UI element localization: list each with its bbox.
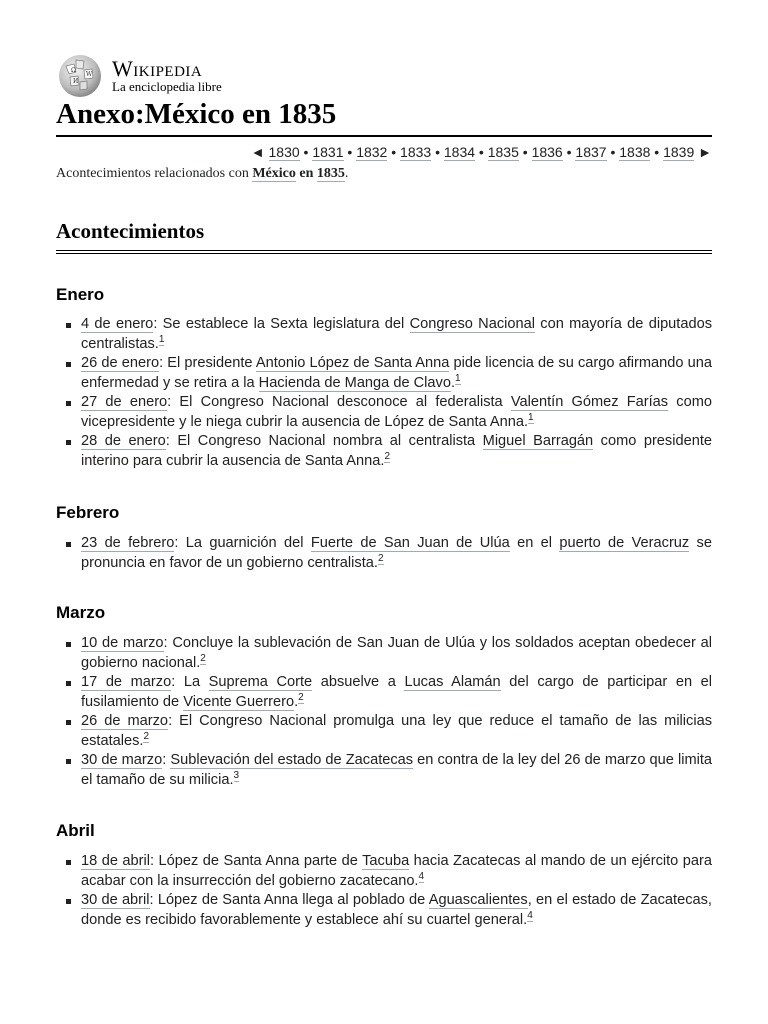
event-link[interactable]: Miguel Barragán xyxy=(482,433,594,449)
event-text: en contra de la ley del 26 de marzo que limita el tamaño de su milicia. xyxy=(81,752,713,788)
event-list-item xyxy=(56,852,712,891)
event-text: se pronuncia en favor de un gobierno centralista. xyxy=(81,535,712,571)
year-1835-link[interactable]: 1835 xyxy=(316,166,345,181)
year-link[interactable]: 1834 xyxy=(443,144,476,160)
month-list xyxy=(56,315,712,471)
event-list-item xyxy=(56,534,712,573)
event-list-item xyxy=(56,354,712,393)
mexico-link[interactable]: México xyxy=(252,166,296,181)
event-link[interactable]: Valentín Gómez Farías xyxy=(510,394,669,410)
year-separator: • xyxy=(431,144,444,160)
month-list xyxy=(56,634,712,790)
event-list-item xyxy=(56,393,712,432)
event-link[interactable]: 26 de marzo xyxy=(81,713,169,729)
event-text: absuelve a xyxy=(312,674,405,690)
event-text: : La guarnición del xyxy=(174,535,311,551)
year-navigation xyxy=(251,144,712,160)
site-tagline: La enciclopedia libre xyxy=(112,79,222,94)
reference-link[interactable]: 1 xyxy=(528,411,534,423)
event-text: : xyxy=(162,752,171,768)
event-link[interactable]: Fuerte de San Juan de Ulúa xyxy=(310,535,510,551)
event-link[interactable]: Congreso Nacional xyxy=(409,316,535,332)
month-heading-enero: Enero xyxy=(56,285,105,304)
event-text: : La xyxy=(171,674,209,690)
month-heading-abril: Abril xyxy=(56,821,95,840)
intro-after: . xyxy=(344,166,349,181)
year-links xyxy=(269,144,699,161)
year-link[interactable]: 1838 xyxy=(619,144,651,160)
event-link[interactable]: Tacuba xyxy=(362,853,410,869)
svg-text:Ω: Ω xyxy=(71,67,76,74)
event-text: : Se establece la Sexta legislatura del xyxy=(153,316,410,332)
event-text: con mayoría de diputados centralistas. xyxy=(81,316,712,352)
reference-link[interactable]: 2 xyxy=(384,450,390,462)
event-link[interactable]: 28 de enero xyxy=(81,433,166,449)
year-link[interactable]: 1839 xyxy=(663,144,695,160)
event-text: del cargo de participar en el fusilamiento de xyxy=(81,674,713,710)
intro-before: Acontecimientos relacionados con xyxy=(56,166,253,181)
event-link[interactable]: 10 de marzo xyxy=(81,635,164,651)
year-separator: • xyxy=(562,144,576,160)
intro-mid: en xyxy=(295,166,317,181)
event-link[interactable]: 23 de febrero xyxy=(81,535,175,551)
event-text: : El Congreso Nacional desconoce al federalista xyxy=(167,394,511,410)
prev-arrow-icon[interactable]: ◄ xyxy=(250,144,265,160)
reference-link[interactable]: 2 xyxy=(377,552,384,564)
reference-link[interactable]: 1 xyxy=(158,333,165,345)
year-separator: • xyxy=(299,144,313,160)
event-text: como vicepresidente y le niega cubrir la ausencia de López de Santa Anna. xyxy=(81,394,712,430)
reference-link[interactable]: 4 xyxy=(418,870,425,882)
event-list-item xyxy=(56,634,712,673)
event-text: , en el estado de Zacatecas, donde es recibido favorablemente y establece ahí su cuartel general. xyxy=(81,892,712,928)
reference-link[interactable]: 3 xyxy=(233,769,240,781)
event-text: pide licencia de su cargo afirmando una enfermedad y se retira a la xyxy=(81,355,712,391)
event-link[interactable]: 30 de marzo xyxy=(81,752,163,768)
site-wordmark[interactable]: Wikipedia xyxy=(112,56,203,81)
event-link[interactable]: 18 de abril xyxy=(81,853,151,869)
month-heading-marzo: Marzo xyxy=(56,603,106,622)
year-separator: • xyxy=(475,144,488,160)
event-link[interactable]: Antonio López de Santa Anna xyxy=(255,355,450,371)
event-text: en el xyxy=(509,535,560,551)
year-link[interactable]: 1831 xyxy=(312,144,344,160)
month-list xyxy=(56,852,712,930)
wikipedia-globe-logo[interactable] xyxy=(56,52,104,100)
event-list-item xyxy=(56,432,712,471)
month-heading-febrero: Febrero xyxy=(56,503,120,522)
event-text: : López de Santa Anna llega al poblado de xyxy=(149,892,429,908)
event-list-item xyxy=(56,751,712,790)
event-link[interactable]: Vicente Guerrero xyxy=(183,693,295,710)
event-link[interactable]: 30 de abril xyxy=(81,892,150,908)
year-link[interactable]: 1832 xyxy=(356,144,388,160)
event-text: . xyxy=(294,693,299,710)
event-link[interactable]: Sublevación del estado de Zacatecas xyxy=(170,752,414,768)
event-link[interactable]: puerto de Veracruz xyxy=(559,535,690,551)
event-text: : El Congreso Nacional promulga una ley que reduce el tamaño de las milicias estatales. xyxy=(81,713,712,749)
event-text: como presidente interino para cubrir la ausencia de Santa Anna. xyxy=(81,433,712,469)
year-link[interactable]: 1837 xyxy=(575,144,607,160)
page-title: Anexo:México en 1835 xyxy=(56,98,712,137)
event-text: : El presidente xyxy=(159,355,256,371)
section-heading-acontecimientos: Acontecimientos xyxy=(56,219,712,254)
event-text: . xyxy=(450,374,455,391)
event-text: hacia Zacatecas al mando de un ejército para acabar con la insurrección del gobierno zacatecano. xyxy=(81,853,712,889)
next-arrow-icon[interactable]: ► xyxy=(698,144,712,160)
year-separator: • xyxy=(343,144,357,160)
year-separator: • xyxy=(387,144,401,160)
event-link[interactable]: 27 de enero xyxy=(81,394,168,410)
event-link[interactable]: Lucas Alamán xyxy=(404,674,501,690)
event-link[interactable]: 26 de enero xyxy=(81,355,160,371)
event-list-item xyxy=(56,712,712,751)
event-link[interactable]: 17 de marzo xyxy=(81,674,172,690)
intro-text xyxy=(56,166,348,182)
svg-text:И: И xyxy=(73,78,79,85)
event-text: : Concluye la sublevación de San Juan de Ulúa y los soldados aceptan obedecer al gobierno nacional. xyxy=(81,635,713,671)
year-separator: • xyxy=(518,144,532,160)
event-list-item xyxy=(56,891,712,930)
reference-link[interactable]: 2 xyxy=(298,691,304,703)
reference-link[interactable]: 4 xyxy=(527,909,533,921)
year-link[interactable]: 1836 xyxy=(531,144,563,160)
year-link[interactable]: 1830 xyxy=(268,144,300,160)
year-separator: • xyxy=(650,144,664,160)
reference-link[interactable]: 2 xyxy=(143,730,150,742)
event-link[interactable]: Aguascalientes xyxy=(428,892,528,908)
year-link[interactable]: 1835 xyxy=(487,144,519,160)
svg-text:W: W xyxy=(86,71,93,78)
year-separator: • xyxy=(606,144,620,160)
event-list-item xyxy=(56,673,712,712)
month-list xyxy=(56,534,712,573)
event-list-item xyxy=(56,315,712,354)
event-link[interactable]: Suprema Corte xyxy=(208,674,313,690)
reference-link[interactable]: 2 xyxy=(200,652,206,664)
event-text: : El Congreso Nacional nombra al centralista xyxy=(165,433,483,449)
event-link[interactable]: 4 de enero xyxy=(81,316,154,332)
event-link[interactable]: Hacienda de Manga de Clavo xyxy=(258,374,451,391)
event-text: : López de Santa Anna parte de xyxy=(150,853,363,869)
year-link[interactable]: 1833 xyxy=(400,144,432,160)
reference-link[interactable]: 1 xyxy=(455,372,461,384)
